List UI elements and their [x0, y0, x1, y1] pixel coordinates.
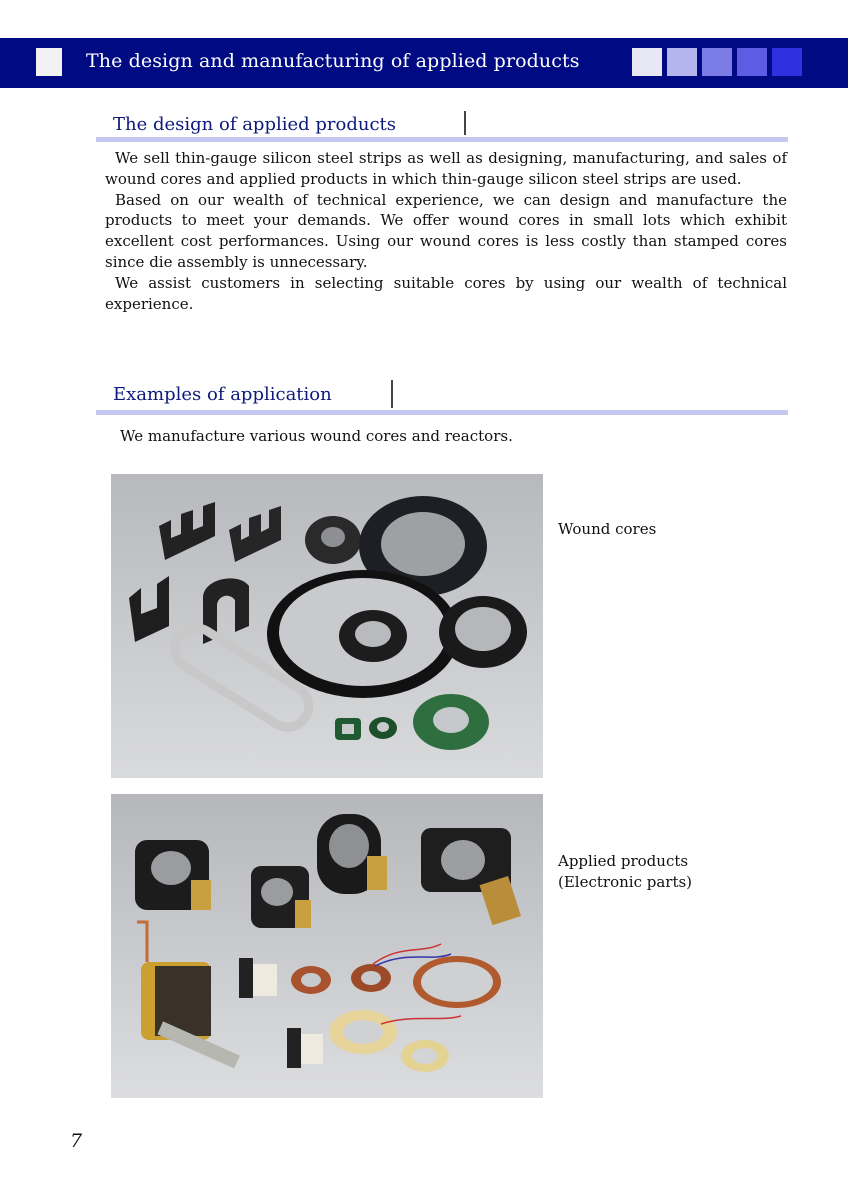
section-heading-tick [464, 111, 466, 135]
section-heading-tick [391, 380, 393, 408]
page-title: The design and manufacturing of applied products [86, 50, 580, 72]
design-body-text [105, 148, 787, 314]
caption-line: Applied products [558, 852, 689, 870]
caption-line: (Electronic parts) [558, 873, 693, 891]
figure-caption [558, 851, 692, 893]
banner-square-5 [772, 48, 802, 76]
caption-line: Wound cores [558, 520, 657, 538]
banner-square-4 [737, 48, 767, 76]
paragraph: We assist customers in selecting suitable cores by using our wealth of technical experience. [105, 273, 787, 313]
section-heading-underline [96, 410, 788, 415]
figure-caption [558, 519, 656, 540]
banner-square-2 [667, 48, 697, 76]
paragraph: Based on our wealth of technical experience, we can design and manufacture the products to meet your demands. We offer wound cores in small lots which exhibit excellent cost performances. Using our wound cores is less costly than stamped cores since die assembly is unnecessary. [105, 190, 787, 271]
wound-cores-photo [111, 474, 543, 778]
banner-square-left [36, 48, 62, 76]
banner-square-1 [632, 48, 662, 76]
header-banner [0, 38, 848, 88]
section-heading-design: The design of applied products [113, 114, 397, 135]
banner-square-3 [702, 48, 732, 76]
paragraph: We sell thin-gauge silicon steel strips as well as designing, manufacturing, and sales of wound cores and applied products in which thin-gauge silicon steel strips are used. [105, 149, 787, 188]
section-heading-examples: Examples of application [113, 384, 332, 405]
applied-products-photo [111, 794, 543, 1098]
examples-intro: We manufacture various wound cores and reactors. [120, 427, 513, 445]
section-heading-underline [96, 137, 788, 142]
page-number: 7 [70, 1130, 83, 1152]
